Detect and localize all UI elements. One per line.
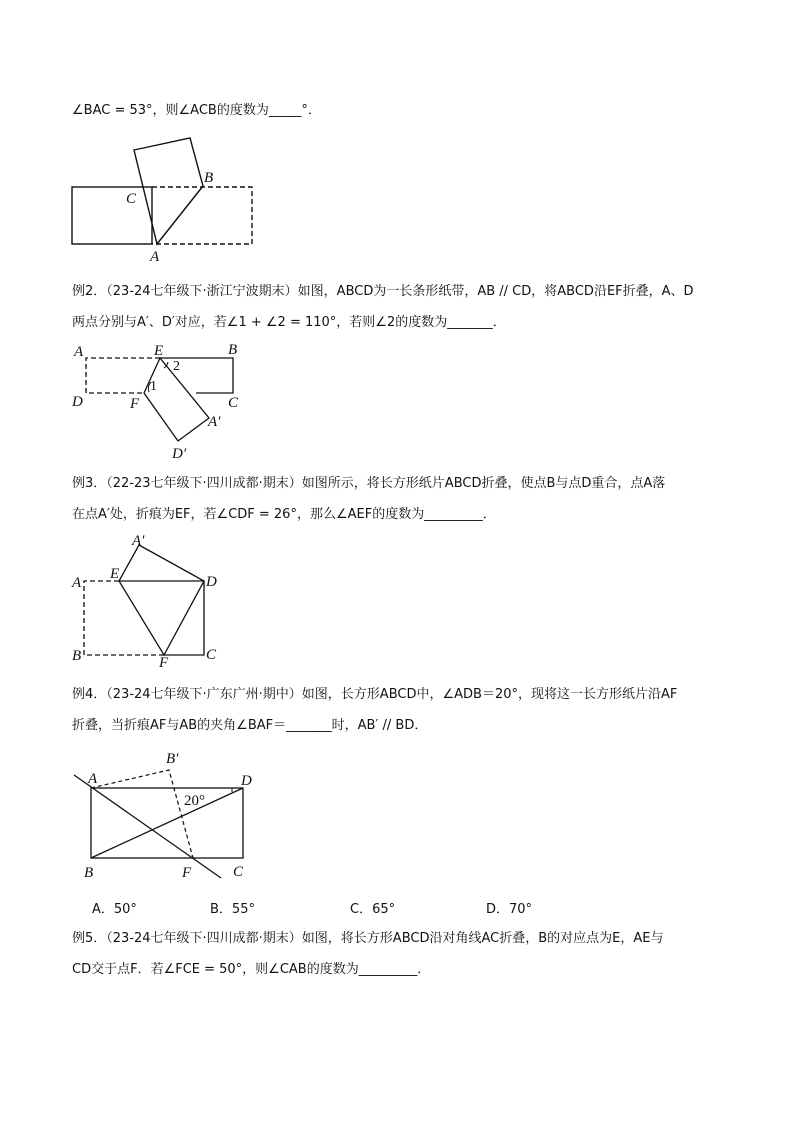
folded-edge-dashed bbox=[91, 770, 193, 858]
example-5-line-2: CD交于点F．若∠FCE = 50°，则∠CAB的度数为_________． bbox=[72, 962, 431, 977]
fold-line-af bbox=[74, 775, 221, 878]
label-d: D bbox=[241, 773, 252, 789]
example-2-line-1: 例2．（23-24七年级下·浙江宁波期末）如图，ABCD为一长条形纸带，AB // CD，将ABCD沿EF折叠，A、D bbox=[72, 284, 694, 299]
label-c: C bbox=[126, 191, 137, 207]
strip-dashed-right bbox=[152, 187, 252, 244]
angle-1-label: 1 bbox=[150, 379, 157, 394]
label-a-prime: A′ bbox=[132, 533, 145, 549]
angle-20-label: 20° bbox=[184, 793, 205, 809]
strip-solid-right bbox=[160, 358, 233, 393]
folded-part bbox=[134, 138, 203, 244]
example-5-line-1: 例5．（23-24七年级下·四川成都·期末）如图，将长方形ABCD沿对角线AC折叠，B的对应点为E，AE与 bbox=[72, 931, 664, 946]
figure-2 bbox=[66, 338, 266, 463]
label-a: A bbox=[74, 344, 84, 360]
label-b: B bbox=[84, 865, 94, 881]
figure-4 bbox=[66, 745, 266, 885]
label-f: F bbox=[182, 865, 192, 881]
question-1-tail: ∠BAC = 53°，则∠ACB的度数为_____°． bbox=[72, 103, 321, 118]
diagonal-bd bbox=[91, 788, 243, 858]
example-4-line-1: 例4．（23-24七年级下·广东广州·期中）如图，长方形ABCD中，∠ADB＝20°，现将这一长方形纸片沿AF bbox=[72, 687, 678, 702]
example-2-line-2: 两点分别与A′、D′对应，若∠1 + ∠2 = 110°，若则∠2的度数为_______． bbox=[72, 315, 506, 330]
example-3-line-2: 在点A′处，折痕为EF，若∠CDF = 26°，那么∠AEF的度数为_________． bbox=[72, 507, 496, 522]
label-d-prime: D′ bbox=[172, 446, 187, 462]
label-b: B bbox=[228, 342, 238, 358]
label-b: B bbox=[72, 648, 82, 664]
strip-solid-left bbox=[72, 187, 152, 244]
choice-b[interactable]: B．55° bbox=[210, 902, 255, 917]
label-f: F bbox=[159, 655, 169, 671]
label-c: C bbox=[228, 395, 239, 411]
label-b-prime: B′ bbox=[166, 751, 179, 767]
angle-2-label: 2 bbox=[173, 359, 180, 374]
label-e: E bbox=[154, 343, 164, 359]
label-c: C bbox=[233, 864, 244, 880]
label-d: D bbox=[72, 394, 83, 410]
folded-part bbox=[119, 545, 204, 655]
choice-c[interactable]: C．65° bbox=[350, 902, 396, 917]
rect-solid-part bbox=[119, 581, 204, 655]
label-a-prime: A′ bbox=[208, 414, 221, 430]
example-4-line-2: 折叠，当折痕AF与AB的夹角∠BAF＝_______时，AB′ // BD． bbox=[72, 718, 428, 733]
label-a: A bbox=[88, 771, 98, 787]
fold-line-ab bbox=[157, 186, 203, 244]
label-d: D bbox=[206, 574, 217, 590]
label-a: A bbox=[150, 249, 160, 265]
label-f: F bbox=[130, 396, 140, 412]
label-c: C bbox=[206, 647, 217, 663]
strip-dashed-left bbox=[86, 358, 160, 393]
example-3-line-1: 例3．（22-23七年级下·四川成都·期末）如图所示，将长方形纸片ABCD折叠，使点B与点D重合，点A落 bbox=[72, 476, 666, 491]
label-b: B bbox=[204, 170, 214, 186]
choice-a[interactable]: A．50° bbox=[92, 902, 137, 917]
figure-1 bbox=[60, 130, 270, 265]
rect-dashed-part bbox=[84, 581, 164, 655]
figure-3 bbox=[66, 533, 236, 671]
label-e: E bbox=[110, 566, 120, 582]
choice-d[interactable]: D．70° bbox=[486, 902, 533, 917]
label-a: A bbox=[72, 575, 82, 591]
